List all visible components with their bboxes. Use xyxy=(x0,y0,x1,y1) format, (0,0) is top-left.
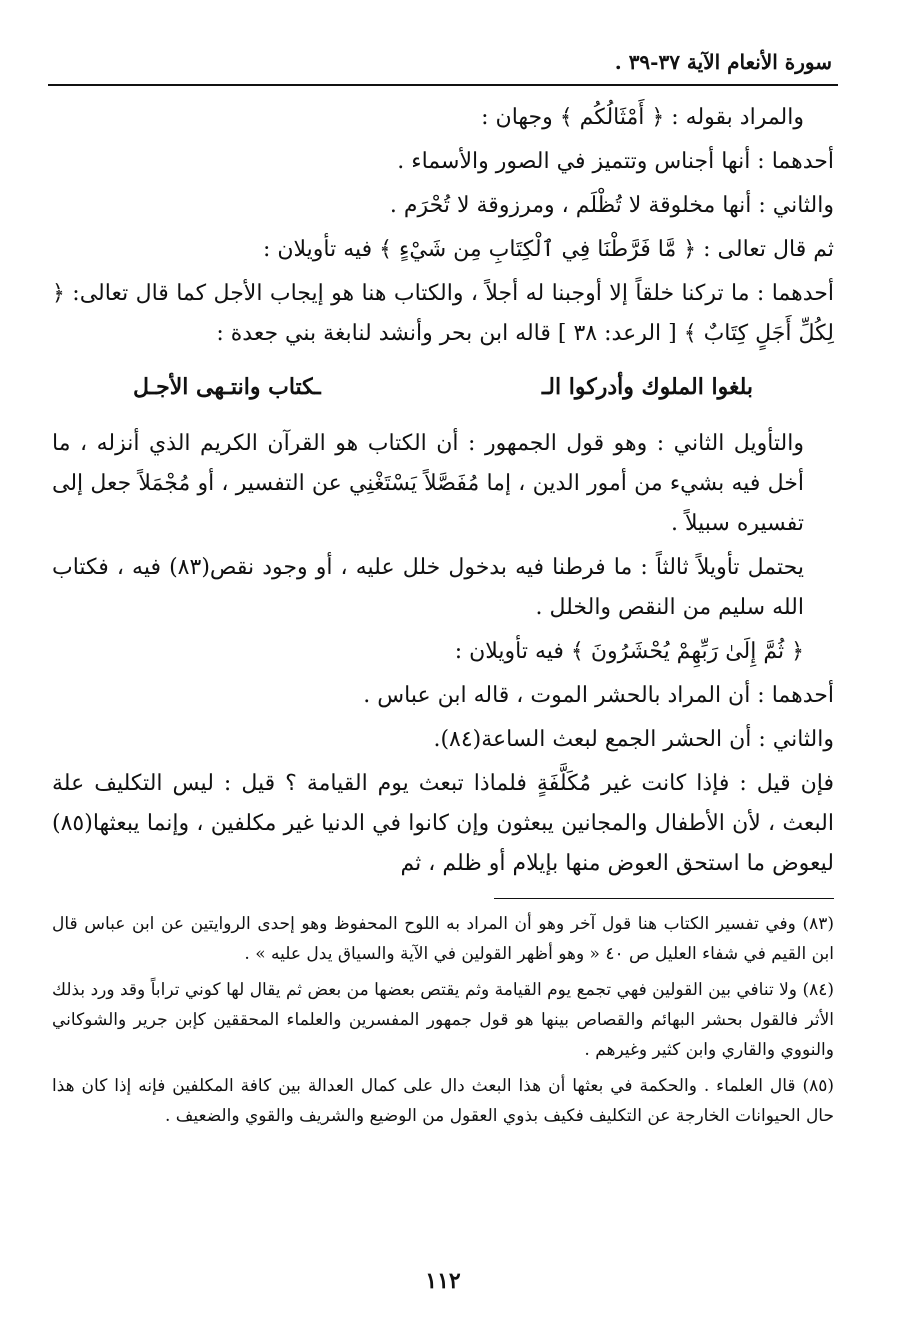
main-text xyxy=(48,98,838,1131)
paragraph-2: أحدهما : أنها أجناس وتتميز في الصور والأسماء . xyxy=(397,149,834,174)
paragraph-5: أحدهما : ما تركنا خلقاً إلا أوجبنا له أجلاً ، والكتاب هنا هو إيجاب الأجل كما قال تعالى: ﴿ لِكُلِّ أَجَلٍ كِتَابٌ ﴾ [ الرعد: ٣٨ ] قاله ابن بحر وأنشد لنابغة بني جعدة : xyxy=(52,281,834,346)
paragraph-7: يحتمل تأويلاً ثالثاً : ما فرطنا فيه بدخول خلل عليه ، أو وجود نقص(٨٣) فيه ، فكتاب الله سليم من النقص والخلل . xyxy=(52,555,804,620)
paragraph-4: ثم قال تعالى : ﴿ مَّا فَرَّطْنَا فِي ٱلْكِتَابِ مِن شَيْءٍ ﴾ فيه تأويلان : xyxy=(262,237,834,262)
footnote-83: (٨٣) وفي تفسير الكتاب هنا قول آخر وهو أن المراد به اللوح المحفوظ وهو إحدى الروايتين عن ابن عباس قال ابن القيم في شفاء العليل ص ٤٠ « وهو أظهر القولين في الآية والسياق يدل عليه » . xyxy=(52,914,834,964)
verse-first-hemistich: بلغوا الملوك وأدركوا الـ xyxy=(541,374,753,400)
footnote-85: (٨٥) قال العلماء . والحكمة في بعثها أن هذا البعث دال على كمال العدالة بين كافة المكلفين فإنه إذا كان هذا حال الحيوانات الخارجة عن التكليف فكيف بذوي العقول من الوضيع والشريف والقوي والضعيف . xyxy=(52,1076,834,1126)
paragraph-8: ﴿ ثُمَّ إِلَىٰ رَبِّهِمْ يُحْشَرُونَ ﴾ فيه تأويلان : xyxy=(454,639,804,664)
page-number: ١١٢ xyxy=(425,1268,461,1294)
paragraph-11: فإن قيل : فإذا كانت غير مُكَلَّفَةٍ فلماذا تبعث يوم القيامة ؟ قيل : ليس التكليف علة البعث ، لأن الأطفال والمجانين يبعثون وإن كانوا في الدنيا غير مكلفين ، وإنما يبعثها(٨٥) ليعوض ما استحق العوض منها بإيلام أو ظلم ، ثم xyxy=(52,771,834,876)
paragraph-9: أحدهما : أن المراد بالحشر الموت ، قاله ابن عباس . xyxy=(363,683,834,708)
paragraph-1: والمراد بقوله : ﴿ أَمْثَالُكُم ﴾ وجهان : xyxy=(481,105,804,130)
verse-second-hemistich: ـكتاب وانتـهى الأجـل xyxy=(133,374,321,400)
book-page xyxy=(48,40,838,1310)
header-title: سورة الأنعام الآية ٣٧-٣٩ . xyxy=(614,50,832,74)
poetry-verse xyxy=(52,364,834,410)
footnote-84: (٨٤) ولا تنافي بين القولين فهي تجمع يوم القيامة وثم يقتص بعضها من بعض ثم يقال لها كوني تراباً وقد ورد بذلك الأثر فالقول بحشر البهائم والقصاص بينها هو قول جمهور المفسرين والعلماء المحققين كإبن جرير والشوكاني والنووي والقاري وابن كثير وغيرهم . xyxy=(52,980,834,1060)
paragraph-3: والثاني : أنها مخلوقة لا تُظْلَم ، ومرزوقة لا تُحْرَم . xyxy=(389,193,834,218)
footnote-divider xyxy=(494,898,834,899)
paragraph-6: والتأويل الثاني : وهو قول الجمهور : أن الكتاب هو القرآن الكريم الذي أنزله ، ما أخل فيه بشيء من أمور الدين ، إما مُفَصَّلاً يَسْتَغْنِي عن التفسير ، أو مُجْمَلاً جعل إلى تفسيره سبيلاً . xyxy=(52,431,804,536)
running-header xyxy=(48,40,838,86)
paragraph-10: والثاني : أن الحشر الجمع لبعث الساعة(٨٤). xyxy=(433,727,834,752)
